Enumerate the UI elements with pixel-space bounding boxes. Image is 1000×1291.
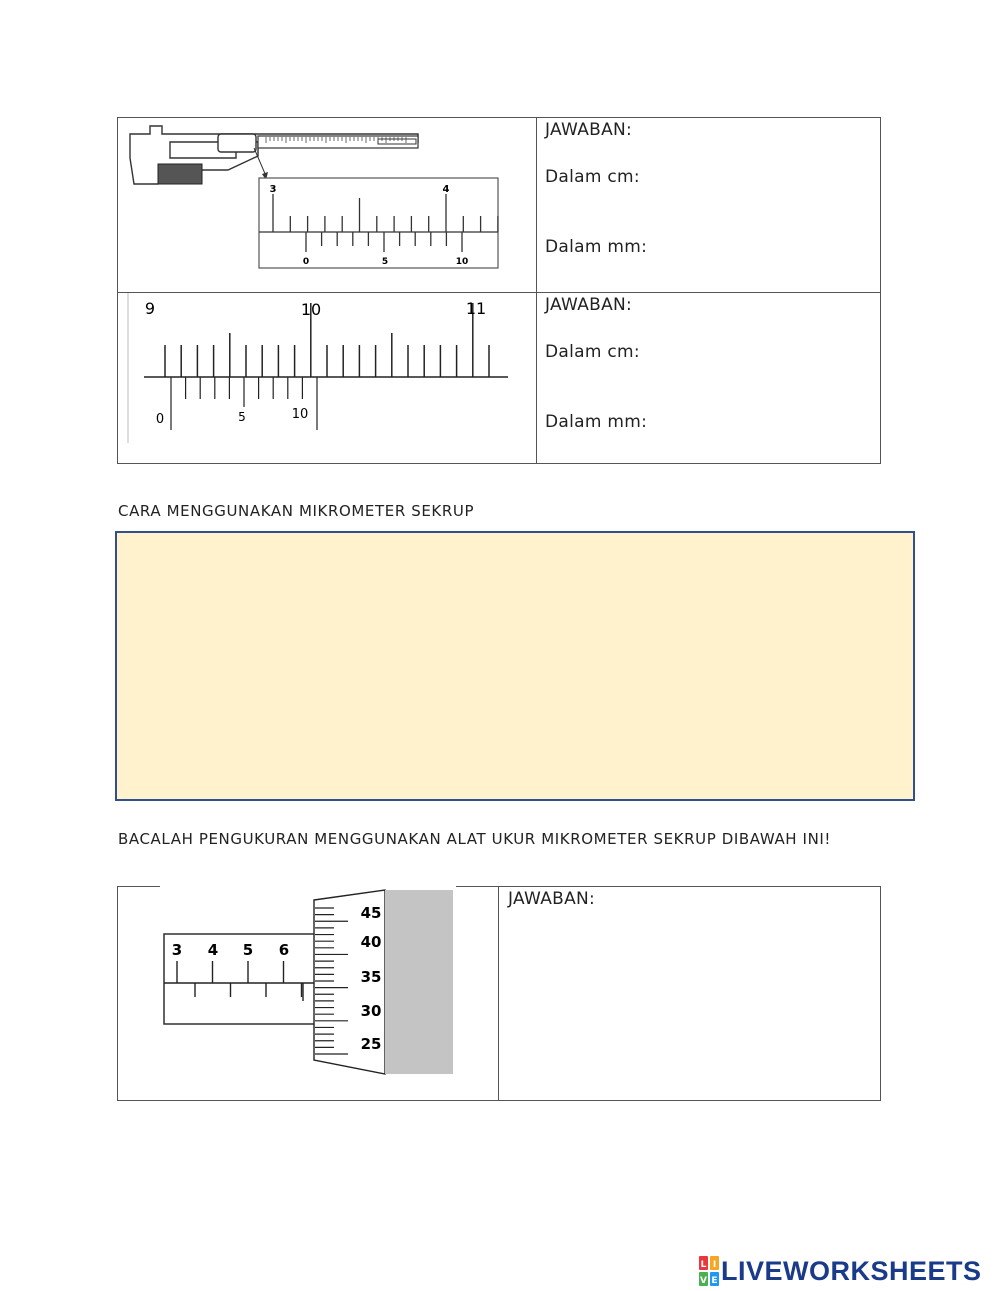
logo-icon-letter: L xyxy=(700,1260,707,1270)
cm-label: Dalam cm: xyxy=(545,167,640,187)
liveworksheets-logo[interactable] xyxy=(697,1253,982,1289)
pointer-line xyxy=(254,148,266,176)
answer-label: JAWABAN: xyxy=(508,889,596,909)
vernier-label: 10 xyxy=(291,407,309,422)
mm-label: Dalam mm: xyxy=(545,412,648,432)
vernier-scale-illustration xyxy=(118,293,518,463)
caliper-rod xyxy=(378,139,416,144)
section-heading: CARA MENGGUNAKAN MIKROMETER SEKRUP xyxy=(118,502,475,520)
table2-answer-cell xyxy=(498,886,881,1101)
caliper-jaw-block xyxy=(158,164,202,184)
magnified-scale-frame xyxy=(259,178,498,268)
vernier-label: 5 xyxy=(381,257,389,267)
logo-icon-letter: E xyxy=(711,1276,718,1286)
answer-label: JAWABAN: xyxy=(545,120,633,140)
sleeve-label: 5 xyxy=(242,941,254,959)
caliper-window xyxy=(218,134,256,152)
vernier-label: 5 xyxy=(238,410,246,424)
table1-row2-answer-cell xyxy=(536,292,881,464)
thimble-label: 45 xyxy=(360,904,382,922)
thimble-shaded-body xyxy=(385,890,453,1074)
main-scale-label: 3 xyxy=(269,184,277,195)
answer-label: JAWABAN: xyxy=(545,295,633,315)
vernier-label: 0 xyxy=(155,412,165,427)
image-mask-top xyxy=(160,884,456,888)
sleeve-label: 4 xyxy=(207,941,219,959)
logo-icon-letter: V xyxy=(700,1276,707,1286)
vernier-label: 0 xyxy=(302,257,310,267)
answer-textarea[interactable] xyxy=(115,531,915,801)
main-scale-label: 4 xyxy=(442,184,450,195)
sleeve-label: 3 xyxy=(171,941,183,959)
mm-label: Dalam mm: xyxy=(545,237,648,257)
cm-label: Dalam cm: xyxy=(545,342,640,362)
main-scale-label: 10 xyxy=(300,300,322,319)
thimble-label: 40 xyxy=(360,933,382,951)
logo-text: LIVEWORKSHEETS xyxy=(721,1255,982,1286)
main-scale-label: 11 xyxy=(465,299,487,318)
logo-icon xyxy=(697,1254,721,1288)
thimble-label: 35 xyxy=(360,968,382,986)
section-heading: BACALAH PENGUKURAN MENGGUNAKAN ALAT UKUR MIKROMETER SEKRUP DIBAWAH INI! xyxy=(118,830,832,848)
caliper-illustration xyxy=(118,118,518,292)
sleeve-outline xyxy=(164,934,316,1024)
thimble-label: 30 xyxy=(360,1002,382,1020)
main-scale-label: 9 xyxy=(144,299,156,318)
table1-row1-answer-cell xyxy=(536,117,881,293)
sleeve-label: 6 xyxy=(278,941,290,959)
logo-icon-letter: I xyxy=(712,1260,717,1270)
thimble-label: 25 xyxy=(360,1035,382,1053)
vernier-label: 10 xyxy=(455,257,469,267)
micrometer-illustration xyxy=(160,884,460,1080)
